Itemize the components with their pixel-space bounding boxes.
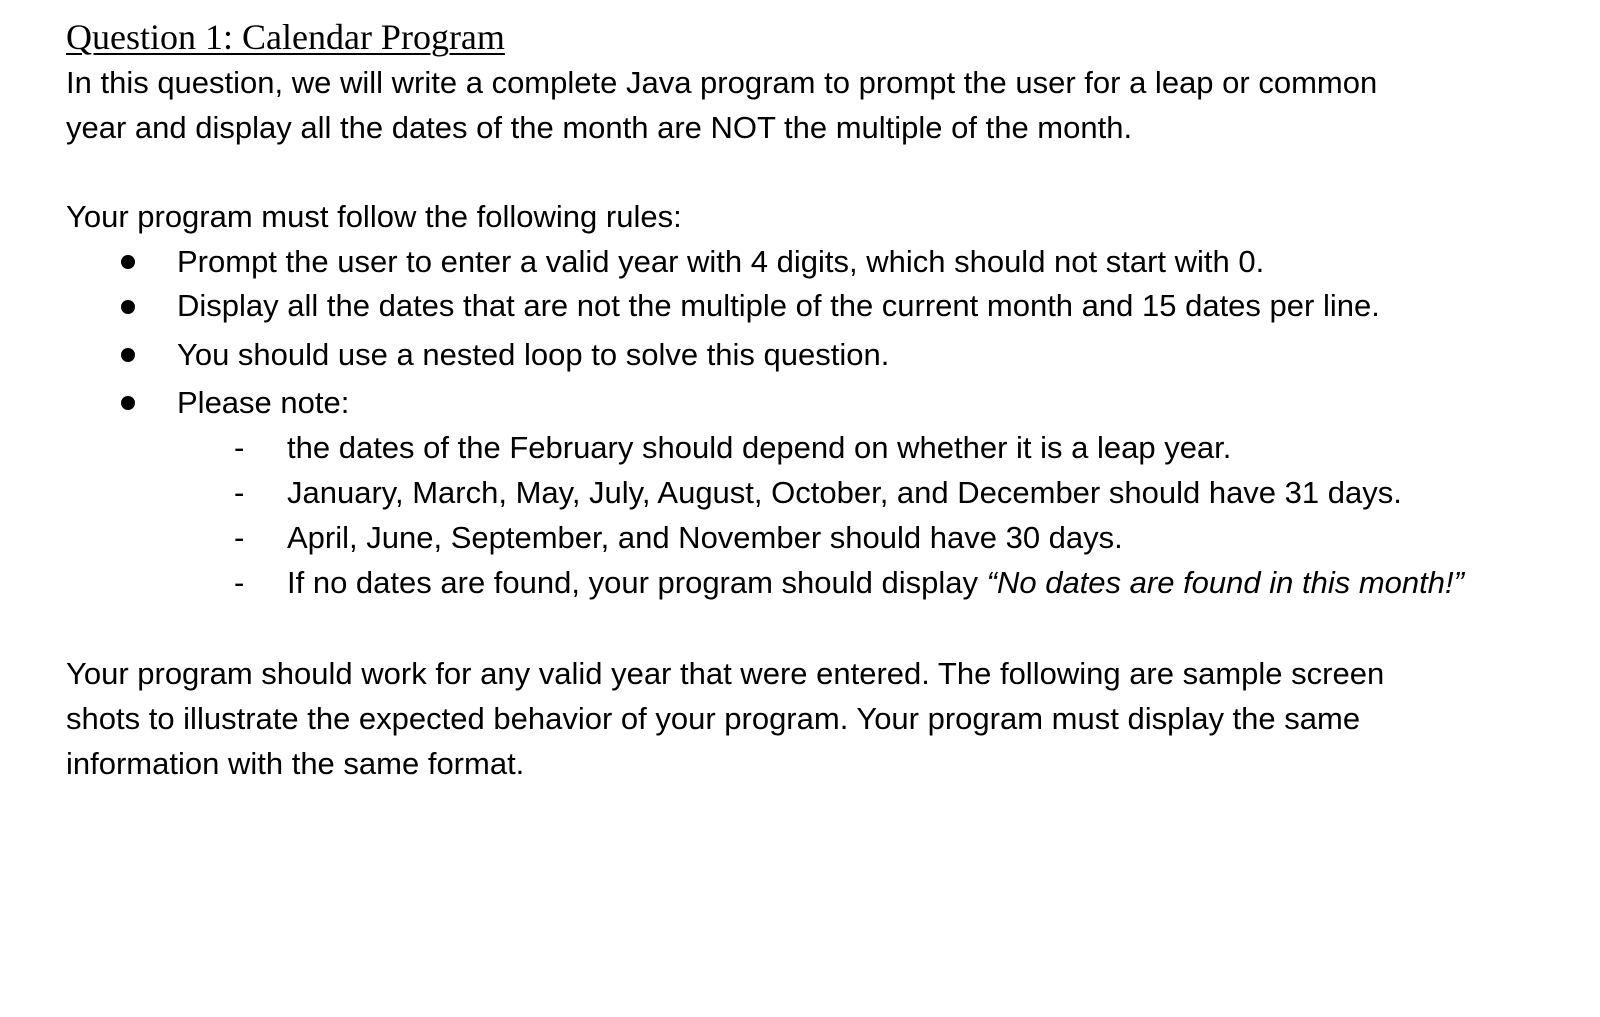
note-text: January, March, May, July, August, October, and December should have 31 days.	[287, 475, 1402, 510]
rules-list	[66, 239, 1566, 425]
note-item	[66, 470, 1577, 515]
question-title: Question 1: Calendar Program	[66, 17, 505, 57]
rules-heading: Your program must follow the following rules:	[66, 199, 682, 234]
dash-icon: -	[234, 475, 245, 510]
note-item	[66, 515, 1487, 560]
note-item	[66, 560, 1467, 605]
rule-text: Prompt the user to enter a valid year with 4 digits, which should not start with 0.	[177, 244, 1265, 279]
bullet-icon	[121, 396, 135, 410]
bullet-icon	[121, 348, 135, 362]
rule-item	[66, 284, 1447, 328]
rule-item	[66, 332, 1566, 377]
dash-icon: -	[234, 565, 245, 600]
spacer	[66, 150, 1566, 194]
notes-list	[66, 425, 1566, 605]
closing-paragraph: Your program should work for any valid year that were entered. The following are sample screen shots to illustrate the expected behavior of your program. Your program must display the same information with the same format.	[66, 656, 1385, 781]
rule-item	[66, 380, 1566, 425]
spacer	[66, 605, 1566, 651]
rule-text: You should use a nested loop to solve this question.	[177, 337, 890, 372]
note-text: If no dates are found, your program should display	[287, 565, 987, 600]
rule-text: Please note:	[177, 385, 350, 420]
intro-paragraph: In this question, we will write a complete Java program to prompt the user for a leap or common year and display all the dates of the month are NOT the multiple of the month.	[66, 65, 1378, 145]
bullet-icon	[121, 300, 135, 314]
rule-text: Display all the dates that are not the multiple of the current month and 15 dates per line.	[177, 288, 1380, 323]
quoted-message: “No dates are found in this month!”	[986, 565, 1464, 600]
note-item	[66, 425, 1487, 470]
note-text: the dates of the February should depend on whether it is a leap year.	[287, 430, 1232, 465]
document-page	[66, 14, 1566, 786]
note-text: April, June, September, and November should have 30 days.	[287, 520, 1123, 555]
rule-item	[66, 239, 1566, 284]
dash-icon: -	[234, 520, 245, 555]
bullet-icon	[121, 255, 135, 269]
dash-icon: -	[234, 430, 245, 465]
